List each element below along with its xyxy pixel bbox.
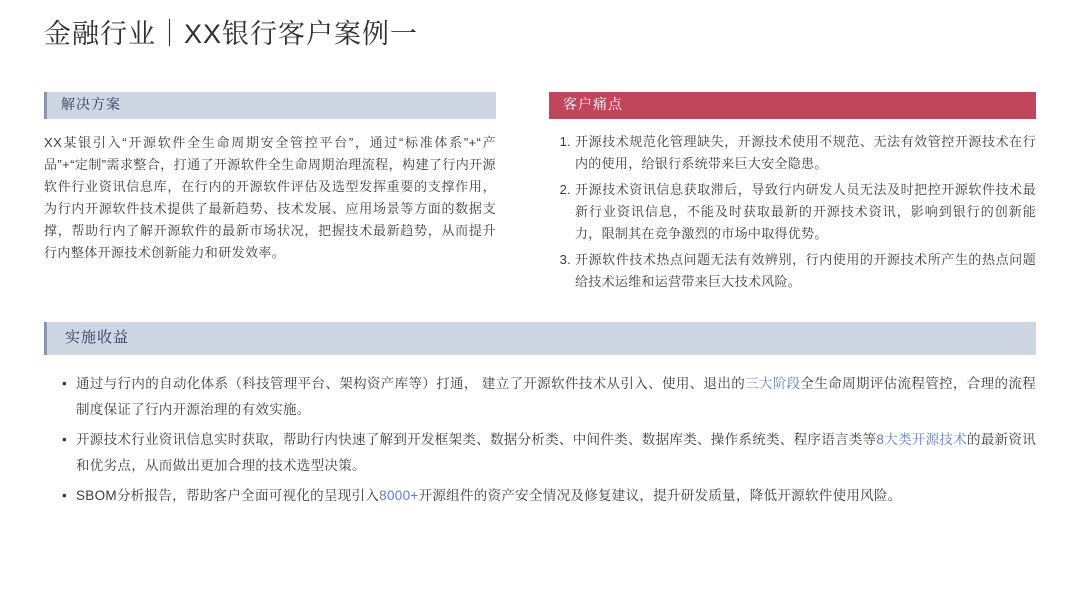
list-item: 2. 开源技术资讯信息获取滞后，导致行内研发人员无法及时把控开源软件技术最新行业资讯信息，不能及时获取最新的开源技术资讯，影响到银行的创新能力，限制其在竞争激烈的市场中取得优势。 [575, 179, 1036, 245]
benefits-panel [44, 322, 1036, 513]
pain-points-heading: 客户痛点 [549, 92, 1036, 119]
list-item [62, 371, 1036, 423]
pain-points-list [549, 131, 1036, 293]
benefit-highlight: 三大阶段 [745, 376, 801, 391]
benefits-list [44, 371, 1036, 509]
solution-heading: 解决方案 [44, 92, 496, 119]
benefit-highlight: 8000+ [379, 488, 419, 503]
benefit-text-prefix: SBOM分析报告，帮助客户全面可视化的呈现引入 [76, 488, 380, 503]
benefit-text-prefix: 通过与行内的自动化体系（科技管理平台、架构资产库等）打通， 建立了开源软件技术从引入、使用、退出的 [76, 376, 746, 391]
page-title: 金融行业｜XX银行客户案例一 [44, 19, 419, 49]
benefit-text-prefix: 开源技术行业资讯信息实时获取，帮助行内快速了解到开发框架类、数据分析类、中间件类、数据库类、操作系统类、程序语言类等 [76, 432, 877, 447]
benefit-text-suffix: 的最新资讯和优劣点，从而做出更加合理的技术选型决策。 [76, 432, 1037, 473]
solution-text: XX某银引入“开源软件全生命周期安全管控平台”，通过“标准体系”+“产品”+“定制”需求整合，打通了开源软件全生命周期治理流程，构建了行内开源软件行业资讯信息库，在行内的开源软件评估及选型发挥重要的支撑作用，为行内开源软件技术提供了最新趋势、技术发展、应用场景等方面的数据支撑，帮助行内了解开源软件的最新市场状况，把握技术最新趋势，从而提升行内整体开源技术创新能力和研发效率。 [44, 135, 496, 260]
solution-panel [44, 92, 496, 264]
list-item [62, 483, 1036, 509]
benefit-text-suffix: 全生命周期评估流程管控，合理的流程制度保证了行内开源治理的有效实施。 [76, 376, 1036, 417]
benefit-text-suffix: 开源组件的资产安全情况及修复建议，提升研发质量，降低开源软件使用风险。 [418, 488, 902, 503]
benefit-highlight: 8大类开源技术 [876, 432, 968, 447]
benefits-heading: 实施收益 [44, 322, 1036, 355]
list-item: 1. 开源技术规范化管理缺失，开源技术使用不规范、无法有效管控开源技术在行内的使用，给银行系统带来巨大安全隐患。 [575, 131, 1036, 175]
pain-points-panel [549, 92, 1036, 297]
list-item [62, 427, 1036, 479]
list-item: 3. 开源软件技术热点问题无法有效辨别，行内使用的开源技术所产生的热点问题给技术运维和运营带来巨大技术风险。 [575, 249, 1036, 293]
